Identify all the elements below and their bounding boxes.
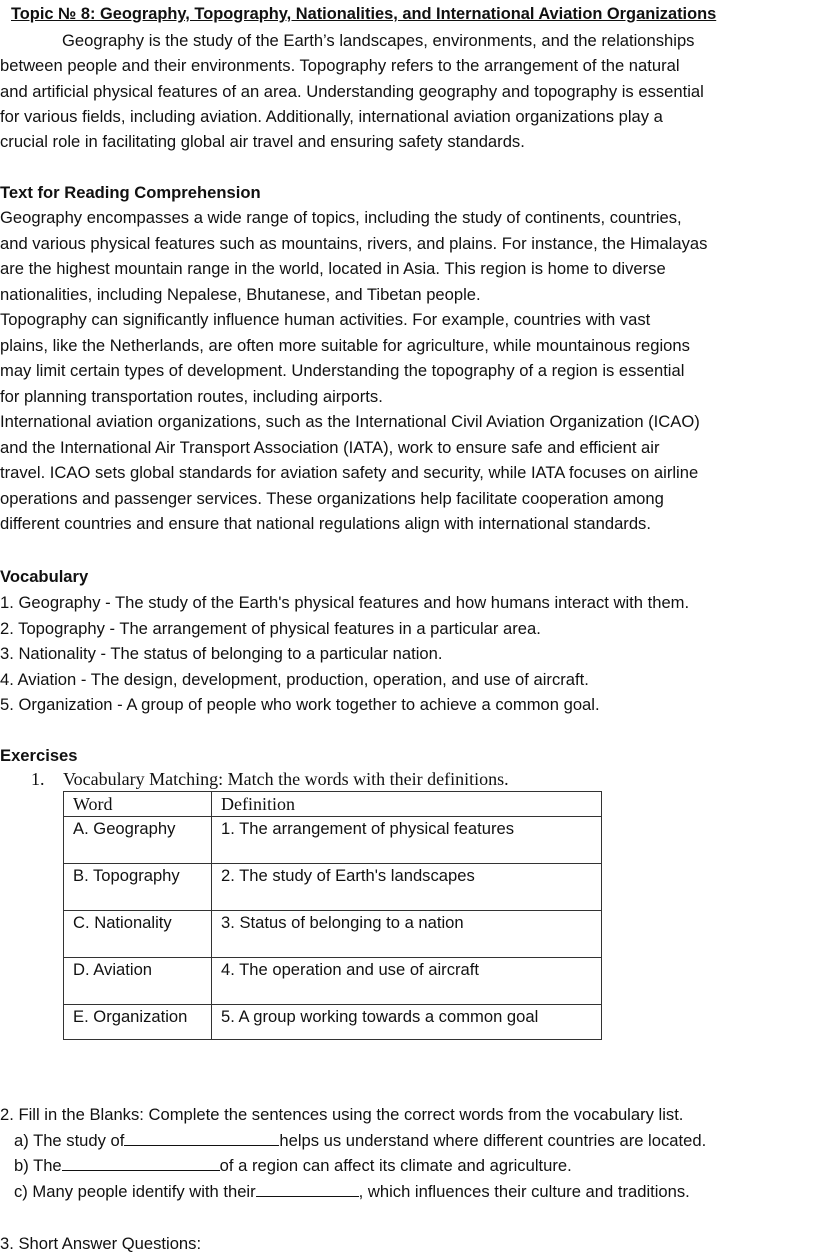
sentence-b-end: of a region can affect its climate and agriculture. xyxy=(219,1156,572,1175)
blank-a[interactable] xyxy=(124,1128,279,1146)
reading-line: plains, like the Netherlands, are often more suitable for agriculture, while mountainous regions xyxy=(0,335,690,355)
table-cell-word: C. Nationality xyxy=(64,911,212,958)
exercise-3-instruction: 3. Short Answer Questions: xyxy=(0,1234,202,1253)
table-cell-word: B. Topography xyxy=(64,864,212,911)
vocabulary-item: 1. Geography - The study of the Earth's physical features and how humans interact with them. xyxy=(0,593,690,612)
reading-line: are the highest mountain range in the world, located in Asia. This region is home to diverse xyxy=(0,259,666,278)
reading-line: and the International Air Transport Association (IATA), work to ensure safe and efficient air xyxy=(0,437,660,457)
exercise-1-number: 1. xyxy=(31,769,45,789)
intro-line: crucial role in facilitating global air travel and ensuring safety standards. xyxy=(0,132,525,151)
blank-c[interactable] xyxy=(256,1179,359,1197)
fill-sentence-c xyxy=(14,1179,690,1204)
intro-line: Geography is the study of the Earth’s landscapes, environments, and the relationships xyxy=(62,31,695,50)
reading-line: travel. ICAO sets global standards for aviation safety and security, while IATA focuses on airline xyxy=(0,463,699,482)
table-cell-word: A. Geography xyxy=(64,817,212,864)
table-cell-definition: 1. The arrangement of physical features xyxy=(212,817,602,864)
fill-sentence-a xyxy=(14,1128,706,1153)
vocabulary-item: 2. Topography - The arrangement of physical features in a particular area. xyxy=(0,618,541,638)
reading-line: operations and passenger services. These organizations help facilitate cooperation among xyxy=(0,488,664,508)
reading-line: International aviation organizations, such as the International Civil Aviation Organization (ICAO) xyxy=(0,412,700,431)
sentence-c-start: c) Many people identify with their xyxy=(14,1182,256,1201)
vocabulary-item: 4. Aviation - The design, development, production, operation, and use of aircraft. xyxy=(0,669,589,689)
intro-line: between people and their environments. Topography refers to the arrangement of the natural xyxy=(0,56,680,75)
sentence-a-start: a) The study of xyxy=(14,1131,125,1150)
table-cell-definition: 4. The operation and use of aircraft xyxy=(212,958,602,1005)
vocabulary-item: 5. Organization - A group of people who work together to achieve a common goal. xyxy=(0,695,600,714)
page-title: Topic № 8: Geography, Topography, Nationalities, and International Aviation Organizations xyxy=(11,5,717,23)
exercise-2-instruction: 2. Fill in the Blanks: Complete the sentences using the correct words from the vocabulary list. xyxy=(0,1105,684,1124)
reading-heading: Text for Reading Comprehension xyxy=(0,183,261,202)
reading-line: Geography encompasses a wide range of topics, including the study of continents, countries, xyxy=(0,208,682,227)
reading-line: for planning transportation routes, including airports. xyxy=(0,386,383,406)
table-header-row xyxy=(64,792,602,817)
vocabulary-heading: Vocabulary xyxy=(0,567,89,586)
sentence-a-end: helps us understand where different countries are located. xyxy=(279,1131,707,1150)
table-cell-definition: 2. The study of Earth's landscapes xyxy=(212,864,602,911)
sentence-b-start: b) The xyxy=(14,1156,62,1175)
header-word: Word xyxy=(64,792,212,817)
exercises-heading: Exercises xyxy=(0,746,78,765)
sentence-c-end: , which influences their culture and traditions. xyxy=(358,1182,690,1201)
blank-b[interactable] xyxy=(62,1153,220,1171)
intro-line: and artificial physical features of an area. Understanding geography and topography is essential xyxy=(0,82,704,101)
table-cell-definition: 5. A group working towards a common goal xyxy=(212,1005,602,1040)
matching-table xyxy=(63,791,602,1040)
reading-line: may limit certain types of development. Understanding the topography of a region is essential xyxy=(0,361,685,380)
reading-line: nationalities, including Nepalese, Bhutanese, and Tibetan people. xyxy=(0,284,481,304)
reading-line: and various physical features such as mountains, rivers, and plains. For instance, the Himalayas xyxy=(0,233,708,253)
reading-line: different countries and ensure that national regulations align with international standards. xyxy=(0,514,651,533)
exercise-1-instruction: Vocabulary Matching: Match the words with their definitions. xyxy=(63,769,509,789)
table-cell-word: D. Aviation xyxy=(64,958,212,1005)
table-cell-definition: 3. Status of belonging to a nation xyxy=(212,911,602,958)
table-cell-word: E. Organization xyxy=(64,1005,212,1040)
reading-line: Topography can significantly influence human activities. For example, countries with vast xyxy=(0,310,651,329)
intro-line: for various fields, including aviation. Additionally, international aviation organizations play a xyxy=(0,107,663,126)
fill-sentence-b xyxy=(14,1153,572,1178)
vocabulary-item: 3. Nationality - The status of belonging to a particular nation. xyxy=(0,644,443,663)
header-definition: Definition xyxy=(212,792,602,817)
